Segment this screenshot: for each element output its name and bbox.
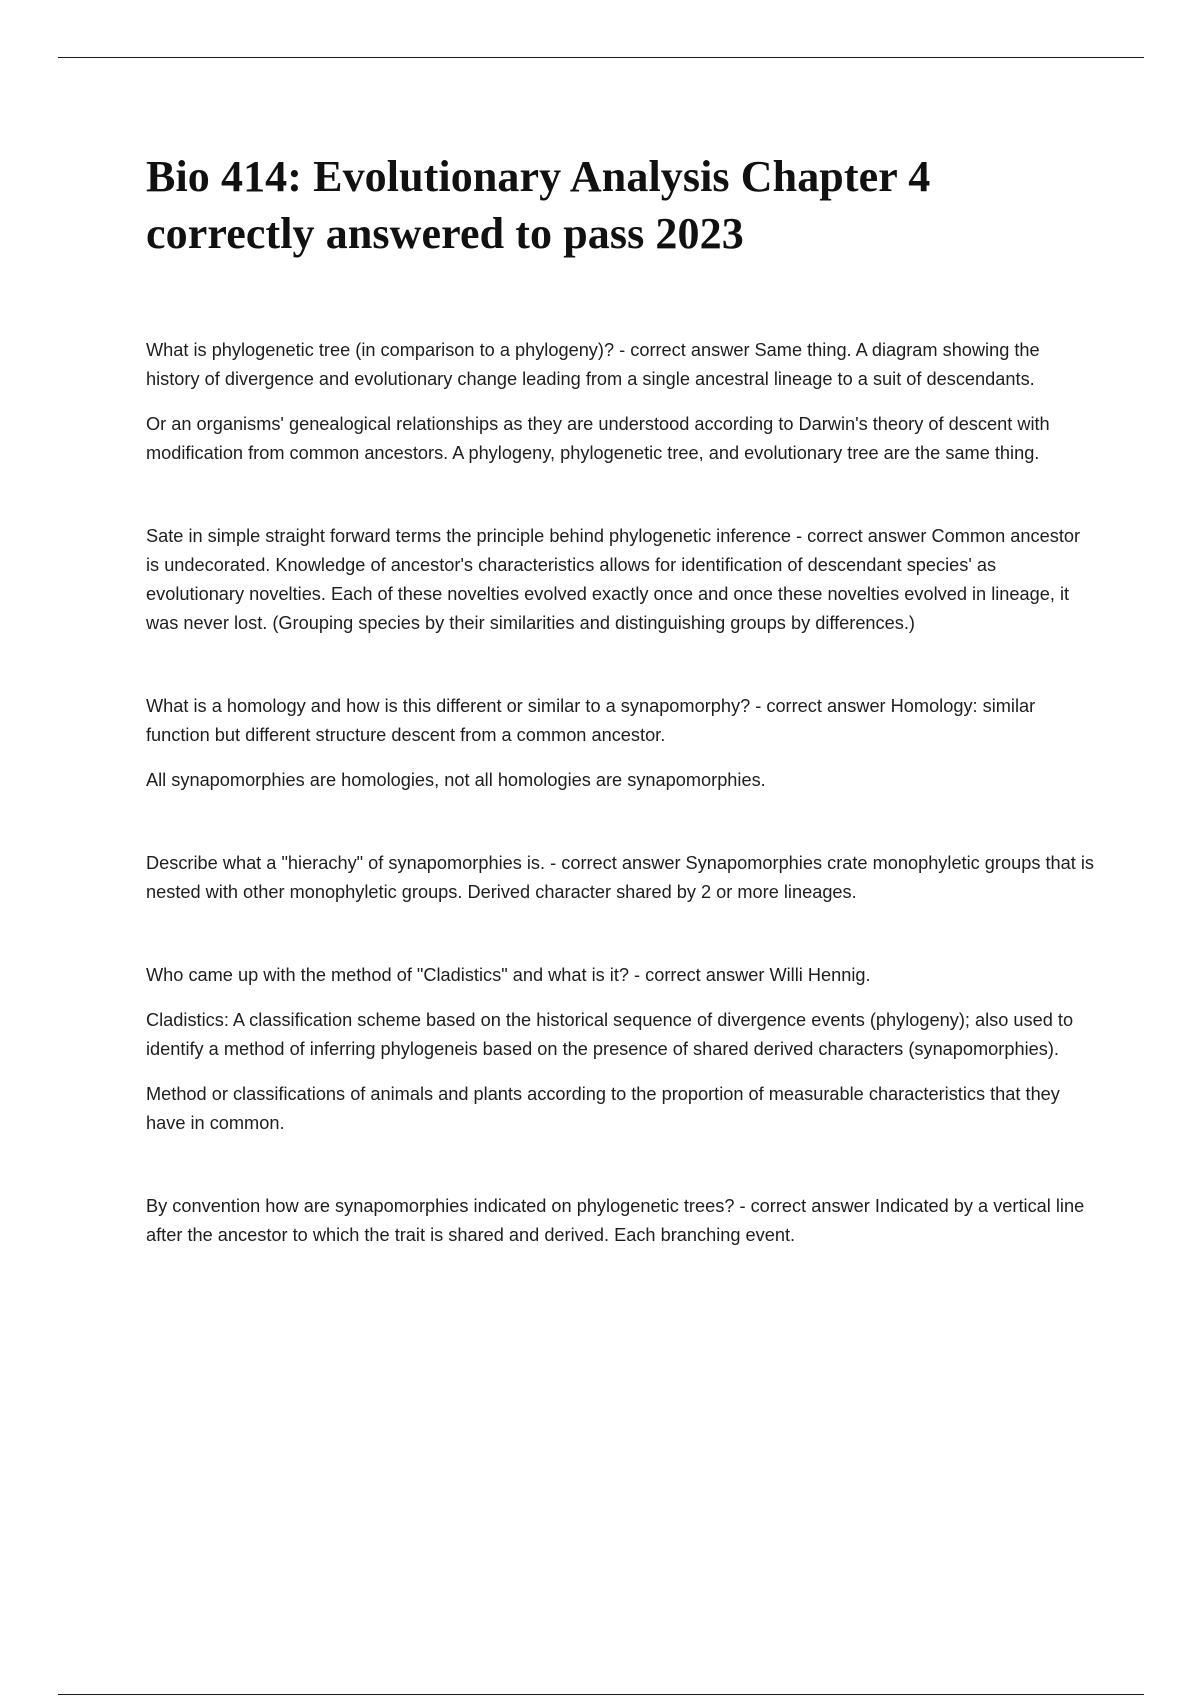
qa-paragraph: All synapomorphies are homologies, not all homologies are synapomorphies. [146,770,766,790]
qa-item-cladistics [146,961,1096,1138]
qa-paragraph: Describe what a "hierachy" of synapomorphies is. - correct answer Synapomorphies crate monophyletic groups that is nested with other monophyletic groups. Derived character shared by 2 or more lineages. [146,853,1094,902]
qa-paragraph: Sate in simple straight forward terms the principle behind phylogenetic inference - correct answer Common ancestor is undecorated. Knowledge of ancestor's characteristics allows for identification of descendant species' as evolutionary novelties. Each of these novelties evolved exactly once and once these novelties evolved in lineage, it was never lost. (Grouping species by their similarities and distinguishing groups by differences.) [146,526,1081,633]
qa-item-homology [146,692,1096,795]
qa-paragraph: Or an organisms' genealogical relationships as they are understood according to Darwin's theory of descent with modification from common ancestors. A phylogeny, phylogenetic tree, and evolutionary tree are the same thing. [146,414,1050,463]
qa-item-synapomorphy-convention [146,1192,1096,1250]
qa-item-phylogenetic-inference [146,522,1096,638]
document-body [146,148,1096,1304]
qa-paragraph: Method or classifications of animals and plants according to the proportion of measurable characteristics that they have in common. [146,1084,1060,1133]
document-title: Bio 414: Evolutionary Analysis Chapter 4 correctly answered to pass 2023 [146,152,931,258]
qa-paragraph: Cladistics: A classification scheme based on the historical sequence of divergence events (phylogeny); also used to identify a method of inferring phylogeneis based on the presence of shared derived characters (synapomorphies). [146,1010,1074,1059]
qa-paragraph: What is a homology and how is this different or similar to a synapomorphy? - correct answer Homology: similar function but different structure descent from a common ancestor. [146,696,1036,745]
qa-paragraph: By convention how are synapomorphies indicated on phylogenetic trees? - correct answer Indicated by a vertical line after the ancestor to which the trait is shared and derived. Each branching event. [146,1196,1085,1245]
footer-rule [58,1694,1144,1695]
qa-item-hierarchy [146,849,1096,907]
qa-item-phylogenetic-tree [146,336,1096,468]
qa-paragraph: Who came up with the method of "Cladistics" and what is it? - correct answer Willi Hennig. [146,965,871,985]
qa-paragraph: What is phylogenetic tree (in comparison to a phylogeny)? - correct answer Same thing. A diagram showing the history of divergence and evolutionary change leading from a single ancestral lineage to a suit of descendants. [146,340,1040,389]
header-rule [58,57,1144,58]
